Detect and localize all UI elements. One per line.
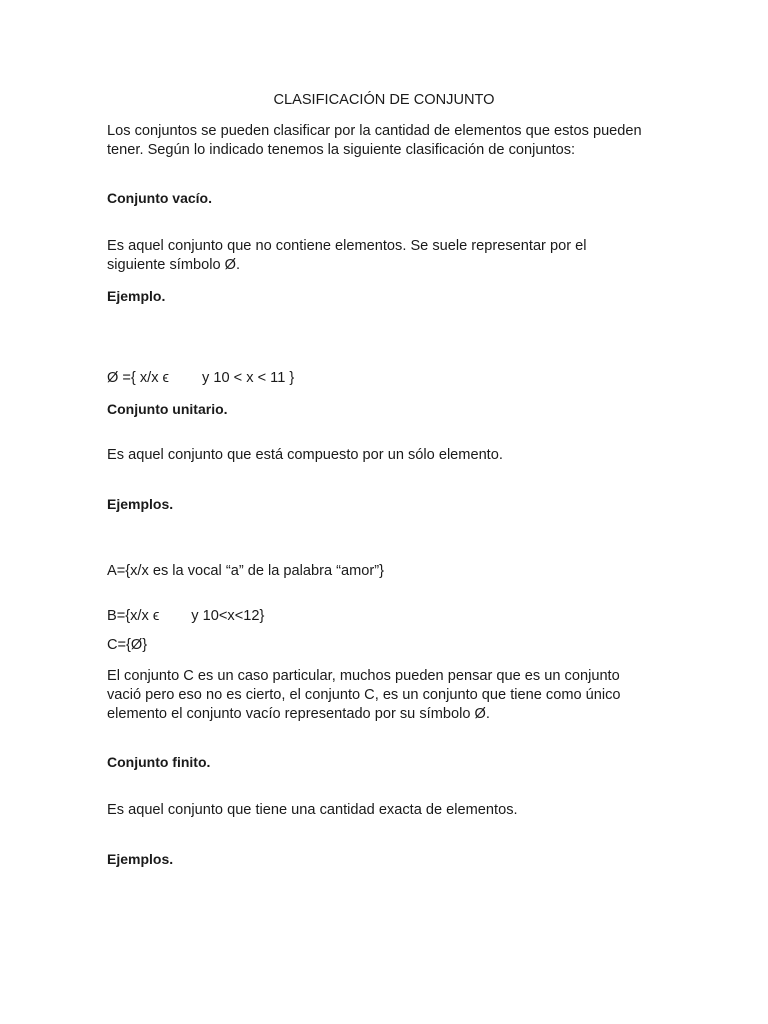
unit-set-note-line-2: vació pero eso no es cierto, el conjunto C, es un conjunto que tiene como único bbox=[107, 687, 621, 703]
unit-set-example-b bbox=[107, 607, 264, 626]
finite-set-example-label: Ejemplos. bbox=[107, 851, 174, 867]
unit-set-heading: Conjunto unitario. bbox=[107, 401, 228, 417]
empty-set-example bbox=[107, 369, 294, 388]
empty-set-heading: Conjunto vacío. bbox=[107, 190, 212, 206]
unit-set-example-b-right: y 10<x<12} bbox=[191, 608, 265, 624]
empty-set-example-right: y 10 < x < 11 } bbox=[202, 370, 295, 386]
intro-line-2: tener. Según lo indicado tenemos la siguiente clasificación de conjuntos: bbox=[107, 142, 576, 158]
unit-set-example-a: A={x/x es la vocal “a” de la palabra “amor”} bbox=[107, 563, 385, 579]
unit-set-note-line-1: El conjunto C es un caso particular, muchos pueden pensar que es un conjunto bbox=[107, 668, 620, 684]
unit-set-example-label: Ejemplos. bbox=[107, 496, 174, 512]
unit-set-description: Es aquel conjunto que está compuesto por un sólo elemento. bbox=[107, 447, 503, 463]
empty-set-description-line-2: siguiente símbolo Ø. bbox=[107, 257, 241, 273]
unit-set-note-line-3: elemento el conjunto vacío representado por su símbolo Ø. bbox=[107, 706, 490, 722]
finite-set-heading: Conjunto finito. bbox=[107, 754, 211, 770]
unit-set-example-c: C={Ø} bbox=[107, 637, 148, 653]
unit-set-example-b-left: B={x/x ϵ bbox=[107, 608, 160, 624]
empty-set-example-left: Ø ={ x/x ϵ bbox=[107, 370, 170, 386]
empty-set-example-label: Ejemplo. bbox=[107, 288, 166, 304]
document-title: CLASIFICACIÓN DE CONJUNTO bbox=[273, 92, 495, 108]
intro-line-1: Los conjuntos se pueden clasificar por la cantidad de elementos que estos pueden bbox=[107, 123, 642, 139]
finite-set-description: Es aquel conjunto que tiene una cantidad exacta de elementos. bbox=[107, 802, 518, 818]
empty-set-description-line-1: Es aquel conjunto que no contiene elementos. Se suele representar por el bbox=[107, 238, 587, 254]
